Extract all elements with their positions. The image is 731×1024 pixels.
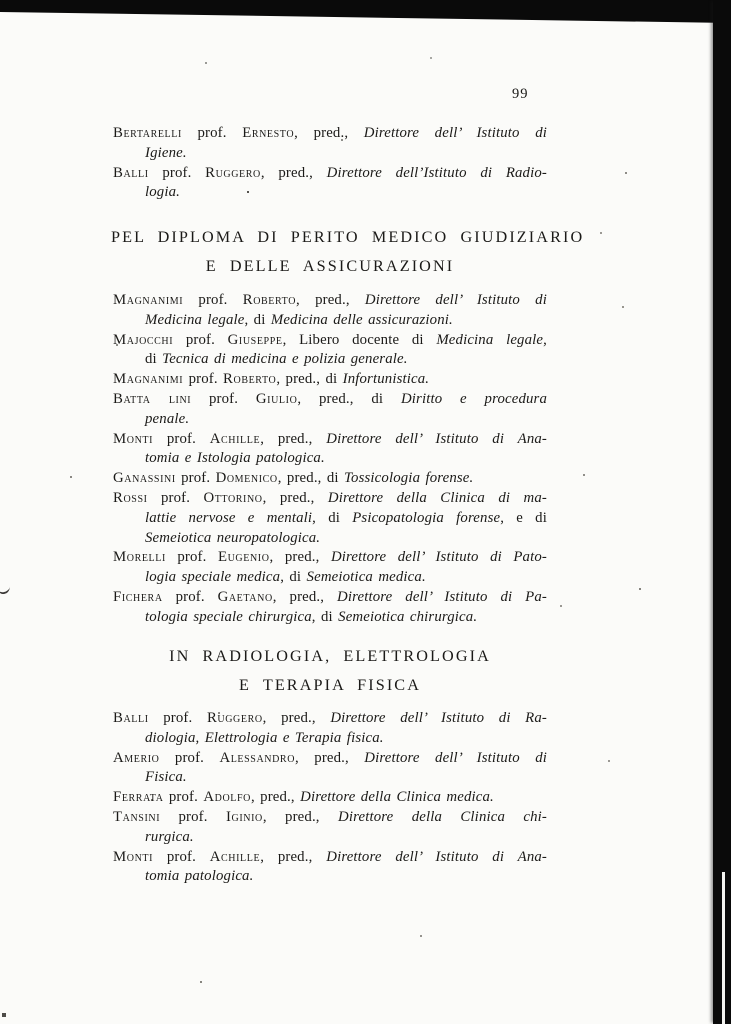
name-smallcaps-text: Roberto — [242, 292, 297, 308]
name-smallcaps-text: Balli — [113, 710, 149, 726]
name-smallcaps-text: Alessandro — [219, 749, 296, 766]
regular-text: , pred., — [260, 430, 327, 447]
title-italic-text: tomia e Istologia patologica. — [145, 450, 325, 467]
regular-text: prof. — [162, 588, 218, 605]
name-smallcaps-text: Giuseppe — [227, 331, 283, 348]
regular-text: di — [145, 351, 163, 368]
title-italic-text: Medicina legale — [436, 331, 544, 348]
entry-line — [113, 449, 547, 469]
regular-text: , di — [280, 569, 307, 586]
entry-line — [113, 124, 547, 144]
title-italic-text: Direttore dell’ Istituto di Ra- — [330, 710, 547, 726]
name-smallcaps-text: Ruggero — [205, 164, 261, 181]
regular-text: , pred., — [262, 710, 331, 726]
faculty-entry — [113, 390, 547, 430]
entry-line — [113, 729, 547, 749]
title-italic-text: tologia speciale chirurgica — [145, 608, 312, 625]
section-heading-radiologia — [111, 642, 549, 700]
entry-line — [113, 568, 547, 588]
entry-line — [113, 489, 547, 509]
scan-binding-edge-band — [713, 0, 731, 1024]
entry-line — [113, 311, 547, 331]
title-italic-text: Igiene. — [145, 144, 187, 161]
name-smallcaps-text: Magnanimi — [113, 292, 184, 308]
regular-text: , pred., — [296, 292, 365, 308]
name-smallcaps-text: Ottorino — [203, 489, 263, 506]
entry-line — [113, 788, 547, 808]
regular-text: , pred., — [294, 125, 364, 141]
regular-text: , di — [312, 509, 353, 526]
regular-text: , — [543, 331, 547, 348]
faculty-entry — [113, 291, 547, 331]
heading-line: E TERAPIA FISICA — [238, 676, 421, 694]
title-italic-text: Direttore della Clinica chi- — [338, 808, 547, 825]
regular-text: prof. — [165, 549, 218, 566]
entry-line — [113, 808, 547, 828]
regular-text: prof. — [153, 430, 210, 447]
title-italic-text: Infortunistica. — [342, 371, 430, 388]
entry-line — [113, 749, 547, 769]
regular-text: prof. — [183, 371, 224, 388]
regular-text: , Libero docente di — [282, 331, 437, 348]
title-italic-text: Direttore dell’ Istituto di — [364, 749, 548, 766]
faculty-entry — [113, 588, 547, 628]
title-italic-text: Direttore dell’ Istituto di Ana- — [326, 848, 547, 865]
entry-line — [113, 350, 547, 370]
section-perito-medico-entries — [113, 291, 547, 628]
scan-top-edge-band — [0, 0, 731, 23]
regular-text: , pred., — [295, 749, 365, 766]
entry-line — [113, 709, 547, 729]
title-italic-text: Direttore dell’ Istituto di — [363, 125, 548, 141]
faculty-entry — [113, 469, 547, 489]
name-smallcaps-text: Balli — [113, 164, 149, 181]
name-smallcaps-text: Morelli — [113, 549, 166, 566]
name-smallcaps-text: Giulio — [255, 390, 298, 407]
name-smallcaps-text: Roberto — [223, 371, 277, 388]
entry-line — [113, 588, 547, 608]
name-smallcaps-text: Ruggero — [206, 710, 263, 726]
title-italic-text: lattie nervose e mentali — [145, 509, 313, 526]
title-italic-text: Tecnica di medicina e polizia generale. — [162, 351, 408, 368]
regular-text: , di — [244, 311, 271, 328]
entry-line — [113, 370, 547, 390]
faculty-entry — [113, 749, 547, 789]
entry-line — [113, 509, 547, 529]
regular-text: prof. — [159, 749, 220, 766]
regular-text: prof. — [147, 489, 204, 506]
scan-edge-white-streak — [722, 872, 725, 1024]
title-italic-text: Direttore dell’ Istituto di Pato- — [330, 549, 547, 566]
regular-text: , pred., di — [277, 470, 345, 487]
name-smallcaps-text: Amerio — [113, 749, 160, 766]
regular-text: , e di — [500, 509, 547, 526]
name-smallcaps-text: Magnanimi — [113, 371, 184, 388]
faculty-entry — [113, 124, 547, 164]
scan-noise-specks — [0, 0, 2, 2]
regular-text: , pred., di — [297, 390, 401, 407]
regular-text: prof. — [191, 390, 256, 407]
title-italic-text: logia speciale medica — [145, 569, 281, 586]
entry-line — [113, 867, 547, 887]
entry-line — [113, 331, 547, 351]
margin-squiggle-mark — [0, 583, 11, 595]
title-italic-text: Direttore dell’Istituto di Radio- — [326, 164, 547, 181]
title-italic-text: diologia, Elettrologia e Terapia fisica. — [145, 729, 384, 746]
name-smallcaps-text: Iginio — [225, 808, 263, 825]
title-italic-text: Semeiotica medica. — [306, 569, 426, 586]
title-italic-text: Direttore dell’ Istituto di Ana- — [326, 430, 547, 447]
entry-line — [113, 144, 547, 164]
regular-text: , pred., — [262, 808, 339, 825]
name-smallcaps-text: Ernesto — [242, 125, 295, 141]
regular-text: , pred., — [260, 164, 327, 181]
title-italic-text: rurgica. — [145, 828, 194, 845]
name-smallcaps-text: Achille — [209, 430, 261, 447]
regular-text: , pred., — [260, 848, 327, 865]
title-italic-text: Direttore dell’ Istituto di Pa- — [337, 588, 547, 605]
title-italic-text: Fisica. — [145, 769, 187, 786]
regular-text: prof. — [175, 470, 216, 487]
name-smallcaps-text: Fichera — [113, 588, 163, 605]
entry-line — [113, 183, 547, 203]
regular-text: prof. — [148, 710, 207, 726]
faculty-entry — [113, 808, 547, 848]
faculty-entry — [113, 164, 547, 204]
faculty-entry — [113, 548, 547, 588]
entry-line — [113, 848, 547, 868]
entry-line — [113, 548, 547, 568]
name-smallcaps-text: Majocchi — [113, 331, 174, 348]
title-italic-text: Semeiotica neuropatologica. — [145, 529, 321, 546]
faculty-entry — [113, 788, 547, 808]
title-italic-text: Semeiotica chirurgica. — [338, 608, 478, 625]
name-smallcaps-text: Batta lini — [113, 390, 192, 407]
title-italic-text: tomia patologica. — [145, 868, 254, 885]
title-italic-text: Direttore della Clinica di ma- — [327, 489, 547, 506]
entry-line — [113, 469, 547, 489]
name-smallcaps-text: Ganassini — [113, 470, 176, 487]
faculty-entry — [113, 430, 547, 470]
entry-line — [113, 828, 547, 848]
title-italic-text: Medicina legale — [145, 311, 245, 328]
name-smallcaps-text: Ferrata — [113, 789, 164, 806]
name-smallcaps-text: Tansini — [113, 808, 161, 825]
regular-text: , pred., — [269, 549, 331, 566]
entry-line — [113, 390, 547, 410]
faculty-entry — [113, 848, 547, 888]
faculty-entry — [113, 709, 547, 749]
entry-line — [113, 410, 547, 430]
section-radiologia-entries — [113, 709, 547, 887]
name-smallcaps-text: Rossi — [113, 489, 148, 506]
name-smallcaps-text: Eugenio — [217, 549, 270, 566]
name-smallcaps-text: Gaetano — [217, 588, 273, 605]
regular-text: prof. — [160, 808, 226, 825]
title-italic-text: penale. — [145, 410, 190, 427]
name-smallcaps-text: Monti — [113, 430, 154, 447]
regular-text: , di — [311, 608, 339, 625]
faculty-entry — [113, 370, 547, 390]
regular-text: , pred., — [250, 789, 301, 806]
entry-line — [113, 430, 547, 450]
regular-text: prof. — [183, 292, 243, 308]
entry-line — [113, 768, 547, 788]
entry-line — [113, 608, 547, 628]
name-smallcaps-text: Adolfo — [203, 789, 251, 806]
section-continuation-entries — [113, 124, 547, 203]
title-italic-text: Psicopatologia forense — [352, 509, 501, 526]
regular-text: prof. — [163, 789, 204, 806]
regular-text: prof. — [181, 125, 243, 141]
name-smallcaps-text: Domenico — [215, 470, 278, 487]
heading-line: E DELLE ASSICURAZIONI — [205, 257, 455, 275]
section-heading-perito-medico — [111, 223, 585, 281]
heading-line: PEL DIPLOMA DI PERITO MEDICO GIUDIZIARIO — [111, 228, 585, 246]
page-number: 99 — [512, 86, 529, 102]
name-smallcaps-text: Bertarelli — [113, 125, 182, 141]
regular-text: , pred., di — [276, 371, 343, 388]
entry-line — [113, 529, 547, 549]
faculty-entry — [113, 489, 547, 548]
regular-text: prof. — [148, 164, 206, 181]
entry-line — [113, 164, 547, 184]
title-italic-text: logia. — [145, 184, 181, 201]
heading-line: IN RADIOLOGIA, ELETTROLOGIA — [169, 647, 491, 665]
name-smallcaps-text: Achille — [209, 848, 261, 865]
title-italic-text: Direttore dell’ Istituto di — [364, 292, 547, 308]
regular-text: prof. — [173, 331, 228, 348]
title-italic-text: Diritto e procedura — [400, 390, 547, 407]
regular-text: prof. — [153, 848, 210, 865]
title-italic-text: Direttore della Clinica medica. — [300, 789, 494, 806]
title-italic-text: Tossicologia forense. — [344, 470, 474, 487]
name-smallcaps-text: Monti — [113, 848, 154, 865]
regular-text: , pred., — [272, 588, 338, 605]
regular-text: , pred., — [262, 489, 328, 506]
title-italic-text: Medicina delle assicurazioni. — [270, 311, 453, 328]
entry-line — [113, 291, 547, 311]
faculty-entry — [113, 331, 547, 371]
